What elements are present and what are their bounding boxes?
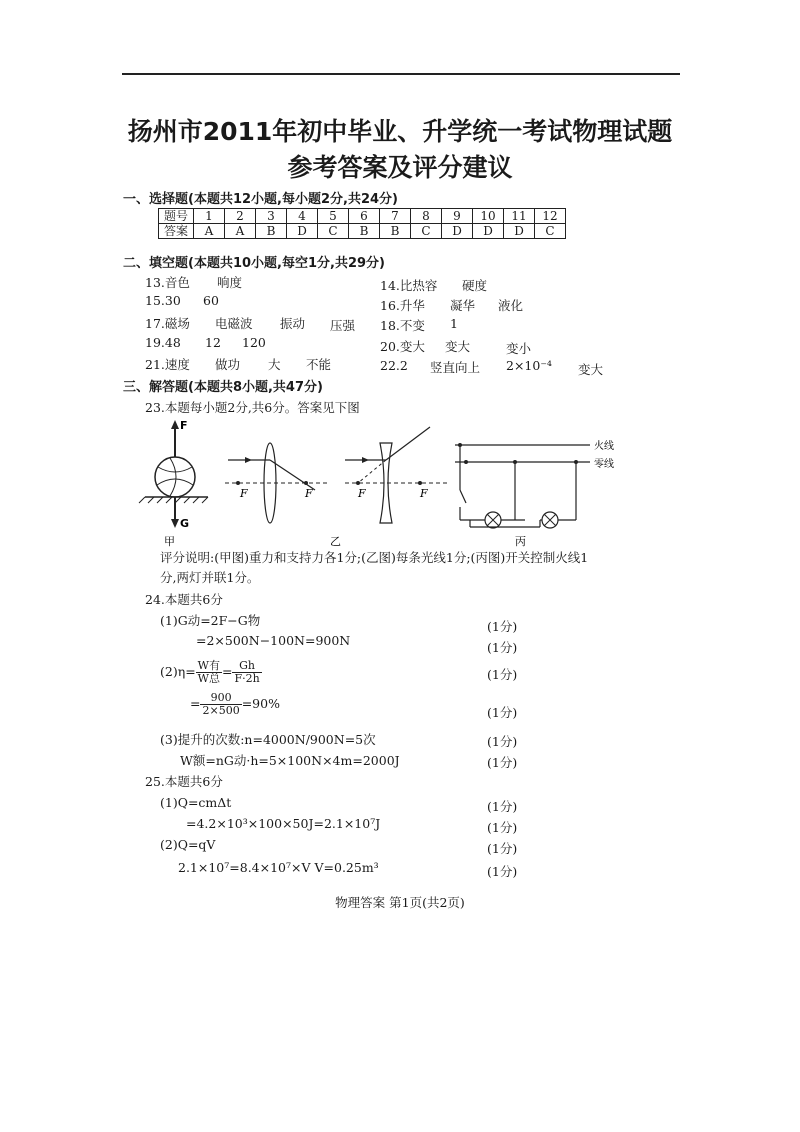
- fill-q20-c: 变小: [506, 341, 532, 356]
- fraction: $\frac{Gh}{F\cdot 2h}$: [234, 659, 260, 685]
- fill-q14-b: 硬度: [462, 278, 488, 293]
- fill-q21-a: 21.速度: [145, 357, 190, 372]
- fill-q21-b: 做功: [215, 357, 241, 372]
- row-label: 题号: [159, 209, 194, 224]
- fill-q22-c: 2×10⁻⁴: [506, 358, 552, 373]
- table-cell-answer: C: [411, 224, 442, 239]
- circuit-diagram: [455, 439, 614, 548]
- section2-header: 二、填空题(本题共10小题,每空1分,共29分): [123, 256, 385, 271]
- force-G-label: G: [180, 517, 190, 530]
- q24-line2: =2×500N−100N=900N: [196, 633, 351, 648]
- table-cell-number: 9: [442, 209, 473, 224]
- fig-jia-label: 甲: [164, 535, 175, 548]
- answer-table: [158, 208, 566, 239]
- q24-line6: W额=nG动·h=5×100N×4m=2000J: [180, 753, 400, 768]
- table-row-numbers: [159, 209, 566, 224]
- q23-note-2: 分,两灯并联1分。: [160, 570, 260, 585]
- page-subtitle: 参考答案及评分建议: [287, 153, 513, 182]
- table-cell-number: 6: [349, 209, 380, 224]
- q23-note-1: 评分说明:(甲图)重力和支持力各1分;(乙图)每条光线1分;(丙图)开关控制火线1: [160, 550, 589, 565]
- score-mark: (1分): [487, 640, 518, 655]
- table-cell-answer: D: [473, 224, 504, 239]
- table-cell-number: 11: [504, 209, 535, 224]
- table-cell-answer: D: [287, 224, 318, 239]
- lens-F1: F: [240, 487, 248, 500]
- fill-q13-a: 13.音色: [145, 275, 190, 290]
- top-rule: [122, 73, 680, 75]
- fill-q22-b: 竖直向上: [430, 360, 481, 375]
- fig-yi-label: 乙: [330, 535, 341, 548]
- lens-diagram: [225, 427, 450, 548]
- table-cell-answer: B: [380, 224, 411, 239]
- q24-line5: (3)提升的次数:n=4000N/900N=5次: [160, 732, 376, 747]
- q25-intro: 25.本题共6分: [145, 774, 223, 789]
- fill-q21-c: 大: [268, 357, 281, 372]
- table-cell-answer: B: [349, 224, 380, 239]
- score-mark: (1分): [487, 619, 518, 634]
- live-wire-label: 火线: [594, 441, 614, 452]
- volleyball-icon: [155, 457, 195, 497]
- q24-line1: (1)G动=2F−G物: [160, 613, 261, 628]
- fill-q17-b: 电磁波: [215, 316, 253, 331]
- score-mark: (1分): [487, 755, 518, 770]
- fill-q15-a: 15.30: [145, 293, 181, 308]
- fill-q22-d: 变大: [578, 362, 604, 377]
- score-mark: (1分): [487, 705, 518, 720]
- fill-q18-a: 18.不变: [380, 318, 425, 333]
- fill-q16-b: 凝华: [450, 298, 476, 313]
- page-footer: 物理答案 第1页(共2页): [335, 895, 465, 910]
- q24-line3: (2)η= $\frac{\text{W有}}{\text{W总}}$ = $\frac{Gh}{F\cdot 2h}$: [160, 659, 260, 685]
- fill-q17-d: 压强: [330, 318, 356, 333]
- table-cell-number: 1: [194, 209, 225, 224]
- page-title: 扬州市2011年初中毕业、升学统一考试物理试题: [127, 117, 673, 146]
- table-cell-answer: A: [194, 224, 225, 239]
- table-cell-number: 12: [535, 209, 566, 224]
- fill-q18-b: 1: [450, 316, 458, 331]
- table-row-answers: [159, 224, 566, 239]
- fill-q19-b: 12: [205, 335, 221, 350]
- table-cell-number: 7: [380, 209, 411, 224]
- ball-diagram: [139, 419, 208, 548]
- fill-q22-a: 22.2: [380, 358, 408, 373]
- table-cell-number: 2: [225, 209, 256, 224]
- fill-q14-a: 14.比热容: [380, 278, 438, 293]
- q24-line4: = $\frac{900}{2\times 500}$ =90%: [190, 691, 280, 717]
- q25-line4: 2.1×10⁷=8.4×10⁷×V V=0.25m³: [178, 860, 379, 875]
- neutral-wire-label: 零线: [594, 459, 614, 470]
- score-mark: (1分): [487, 667, 518, 682]
- fill-q17-a: 17.磁场: [145, 316, 190, 331]
- fill-q19-a: 19.48: [145, 335, 181, 350]
- score-mark: (1分): [487, 799, 518, 814]
- section3-header: 三、解答题(本题共8小题,共47分): [123, 380, 323, 395]
- fill-q19-c: 120: [242, 335, 266, 350]
- lens-F3: F: [358, 487, 366, 500]
- fill-q16-c: 液化: [498, 298, 524, 313]
- fill-q15-b: 60: [203, 293, 219, 308]
- table-cell-answer: B: [256, 224, 287, 239]
- fig-bing-label: 丙: [515, 535, 526, 548]
- table-cell-number: 8: [411, 209, 442, 224]
- q25-line1: (1)Q=cmΔt: [160, 795, 232, 810]
- fraction: $\frac{900}{2\times 500}$: [202, 691, 240, 717]
- force-F-label: F: [180, 419, 188, 432]
- score-mark: (1分): [487, 841, 518, 856]
- table-cell-answer: C: [318, 224, 349, 239]
- q24-l3-prefix: (2)η=: [160, 664, 196, 679]
- score-mark: (1分): [487, 864, 518, 879]
- q25-line2: =4.2×10³×100×50J=2.1×10⁷J: [186, 816, 381, 831]
- row-label: 答案: [159, 224, 194, 239]
- table-cell-number: 10: [473, 209, 504, 224]
- fill-q13-b: 响度: [217, 275, 243, 290]
- fill-q20-a: 20.变大: [380, 339, 425, 354]
- table-cell-answer: D: [504, 224, 535, 239]
- table-cell-answer: A: [225, 224, 256, 239]
- fill-q16-a: 16.升华: [380, 298, 425, 313]
- q25-line3: (2)Q=qV: [160, 837, 216, 852]
- lens-F2: F: [305, 487, 313, 500]
- table-cell-answer: D: [442, 224, 473, 239]
- table-cell-number: 3: [256, 209, 287, 224]
- switch-icon: [460, 490, 466, 503]
- fill-q17-c: 振动: [280, 316, 306, 331]
- q23-figure: [130, 415, 630, 550]
- section1-header: 一、选择题(本题共12小题,每小题2分,共24分): [123, 192, 398, 207]
- lens-F4: F: [420, 487, 428, 500]
- table-cell-number: 4: [287, 209, 318, 224]
- fill-q20-b: 变大: [445, 339, 471, 354]
- q24-intro: 24.本题共6分: [145, 592, 223, 607]
- table-cell-number: 5: [318, 209, 349, 224]
- q23-intro: 23.本题每小题2分,共6分。答案见下图: [145, 400, 360, 415]
- score-mark: (1分): [487, 820, 518, 835]
- score-mark: (1分): [487, 734, 518, 749]
- table-cell-answer: C: [535, 224, 566, 239]
- fill-q21-d: 不能: [306, 357, 332, 372]
- fraction: $\frac{\text{W有}}{\text{W总}}$: [197, 659, 220, 685]
